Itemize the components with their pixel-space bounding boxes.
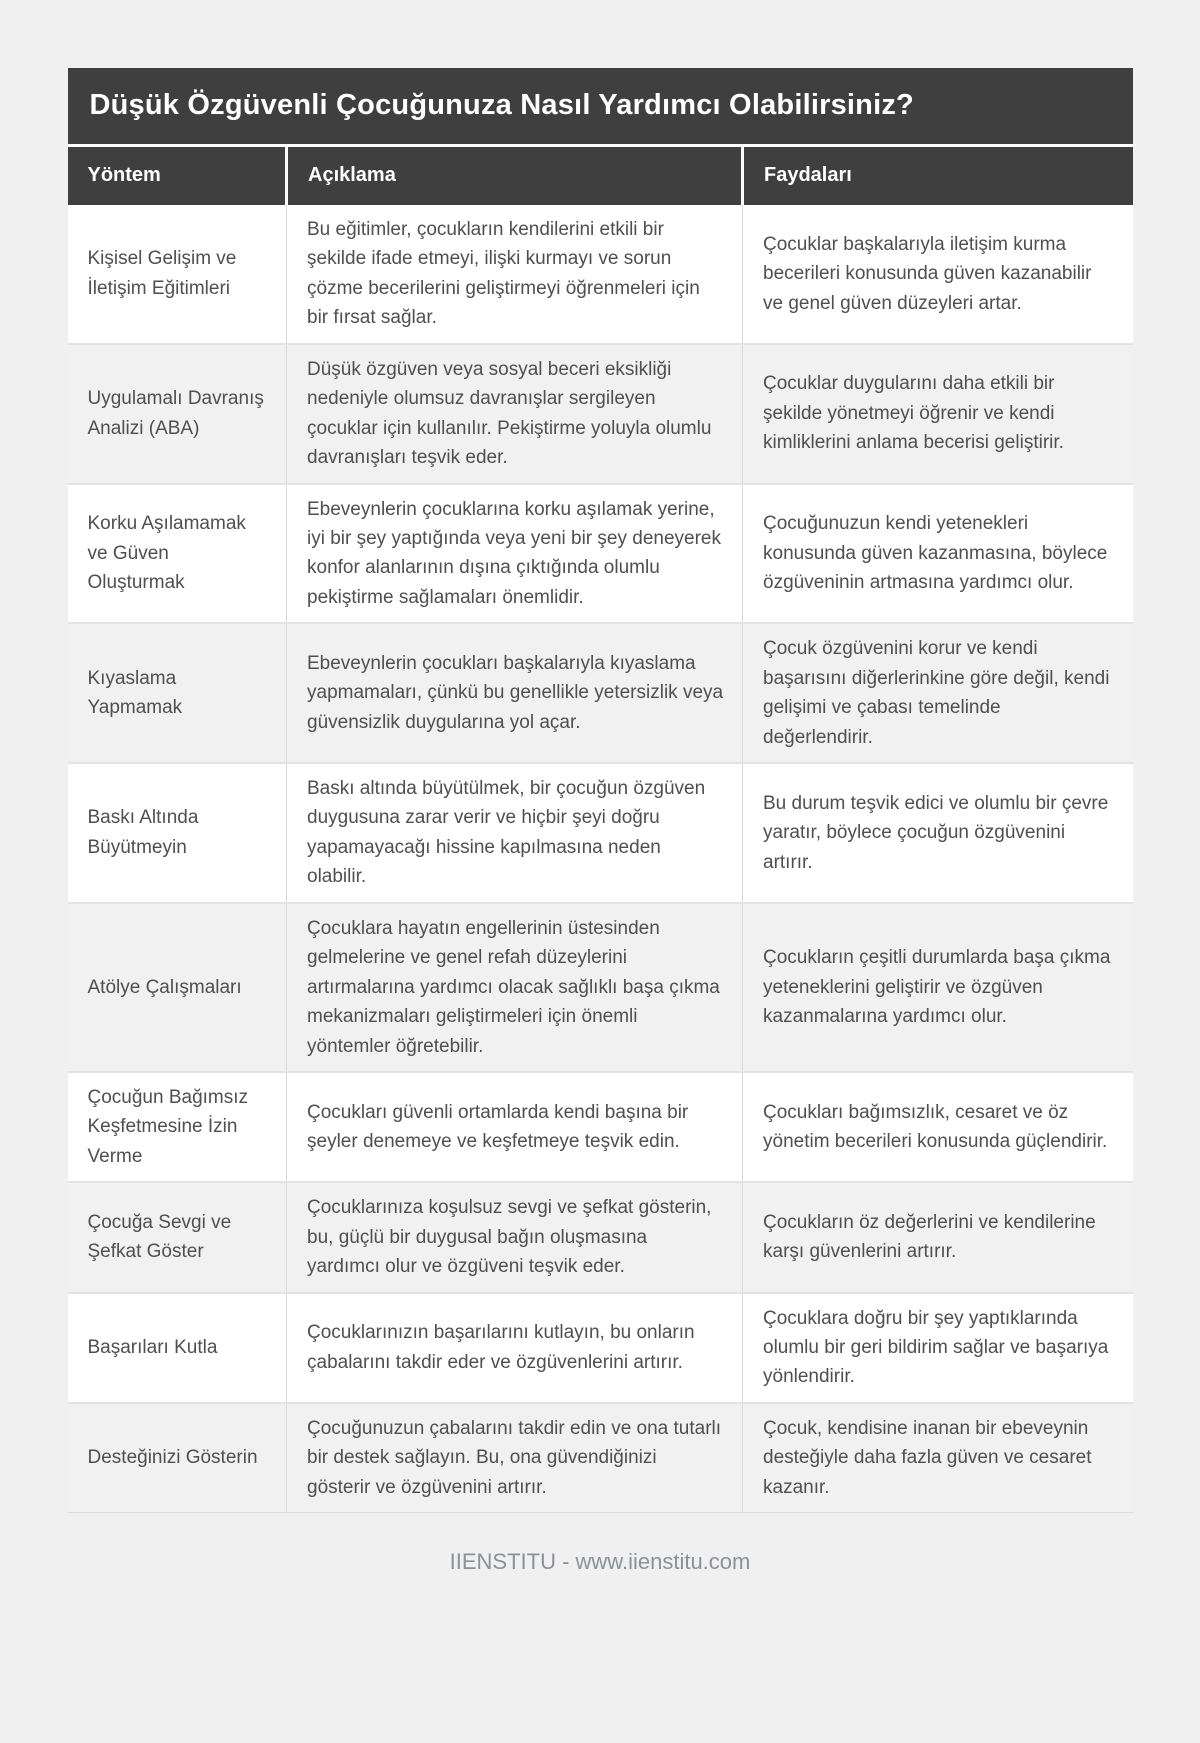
footer-credit: IIENSTITU - www.iienstitu.com bbox=[449, 1549, 751, 1575]
table-row bbox=[68, 484, 1133, 624]
description-cell: Çocukları güvenli ortamlarda kendi başına bir şeyler denemeye ve keşfetmeye teşvik edin. bbox=[287, 1072, 743, 1182]
benefits-cell: Çocuklar başkalarıyla iletişim kurma becerileri konusunda güven kazanabilir ve genel güven düzeyleri artar. bbox=[743, 205, 1133, 344]
description-cell: Çocuklarınıza koşulsuz sevgi ve şefkat gösterin, bu, güçlü bir duygusal bağın oluşmasına yardımcı olur ve özgüveni teşvik eder. bbox=[287, 1182, 743, 1292]
description-cell: Ebeveynlerin çocuklarına korku aşılamak yerine, iyi bir şey yaptığında veya yeni bir şey deneyerek konfor alanlarının dışına çıktığında olumlu pekiştirme sağlamaları önemlidir. bbox=[287, 484, 743, 624]
methods-table bbox=[68, 144, 1133, 1513]
table-header bbox=[68, 146, 1133, 206]
description-cell: Düşük özgüven veya sosyal beceri eksikliği nedeniyle olumsuz davranışlar sergileyen çocuklar için kullanılır. Pekiştirme yoluyla olumlu davranışları teşvik eder. bbox=[287, 344, 743, 484]
benefits-cell: Çocuk, kendisine inanan bir ebeveynin desteğiyle daha fazla güven ve cesaret kazanır. bbox=[743, 1403, 1133, 1513]
table-row bbox=[68, 344, 1133, 484]
table-row bbox=[68, 623, 1133, 763]
table-row bbox=[68, 205, 1133, 344]
table-row bbox=[68, 1293, 1133, 1403]
table-row bbox=[68, 1403, 1133, 1513]
method-cell: Çocuğun Bağımsız Keşfetmesine İzin Verme bbox=[68, 1072, 287, 1182]
column-header-benefits: Faydaları bbox=[743, 146, 1133, 206]
description-cell: Bu eğitimler, çocukların kendilerini etkili bir şekilde ifade etmeyi, ilişki kurmayı ve sorun çözme becerilerini geliştirmeyi öğrenmeleri için bir fırsat sağlar. bbox=[287, 205, 743, 344]
table-row bbox=[68, 1072, 1133, 1182]
method-cell: Uygulamalı Davranış Analizi (ABA) bbox=[68, 344, 287, 484]
table-row bbox=[68, 1182, 1133, 1292]
description-cell: Çocuklara hayatın engellerinin üstesinden gelmelerine ve genel refah düzeylerini artırmalarına yardımcı olacak sağlıklı başa çıkma mekanizmaları geliştirmeleri için önemli yöntemler öğretebilir. bbox=[287, 903, 743, 1072]
benefits-cell: Çocuklar duygularını daha etkili bir şekilde yönetmeyi öğrenir ve kendi kimliklerini anlama becerisi geliştirir. bbox=[743, 344, 1133, 484]
benefits-cell: Çocuk özgüvenini korur ve kendi başarısını diğerlerinkine göre değil, kendi gelişimi ve çabası temelinde değerlendirir. bbox=[743, 623, 1133, 763]
description-cell: Çocuğunuzun çabalarını takdir edin ve ona tutarlı bir destek sağlayın. Bu, ona güvendiğinizi gösterir ve özgüvenini artırır. bbox=[287, 1403, 743, 1513]
document-card bbox=[68, 68, 1133, 1575]
description-cell: Ebeveynlerin çocukları başkalarıyla kıyaslama yapmamaları, çünkü bu genellikle yetersizlik veya güvensizlik duygularına yol açar. bbox=[287, 623, 743, 763]
page-title: Düşük Özgüvenli Çocuğunuza Nasıl Yardımcı Olabilirsiniz? bbox=[68, 68, 1133, 144]
method-cell: Desteğinizi Gösterin bbox=[68, 1403, 287, 1513]
method-cell: Atölye Çalışmaları bbox=[68, 903, 287, 1072]
column-header-method: Yöntem bbox=[68, 146, 287, 206]
method-cell: Kişisel Gelişim ve İletişim Eğitimleri bbox=[68, 205, 287, 344]
method-cell: Baskı Altında Büyütmeyin bbox=[68, 763, 287, 903]
benefits-cell: Çocuklara doğru bir şey yaptıklarında olumlu bir geri bildirim sağlar ve başarıya yönlendirir. bbox=[743, 1293, 1133, 1403]
description-cell: Çocuklarınızın başarılarını kutlayın, bu onların çabalarını takdir eder ve özgüvenlerini artırır. bbox=[287, 1293, 743, 1403]
method-cell: Kıyaslama Yapmamak bbox=[68, 623, 287, 763]
description-cell: Baskı altında büyütülmek, bir çocuğun özgüven duygusuna zarar verir ve hiçbir şeyi doğru yapamayacağı hissine kapılmasına neden olabilir. bbox=[287, 763, 743, 903]
benefits-cell: Çocukların öz değerlerini ve kendilerine karşı güvenlerini artırır. bbox=[743, 1182, 1133, 1292]
table-row bbox=[68, 903, 1133, 1072]
method-cell: Çocuğa Sevgi ve Şefkat Göster bbox=[68, 1182, 287, 1292]
benefits-cell: Çocukları bağımsızlık, cesaret ve öz yönetim becerileri konusunda güçlendirir. bbox=[743, 1072, 1133, 1182]
table-row bbox=[68, 763, 1133, 903]
benefits-cell: Çocuğunuzun kendi yetenekleri konusunda güven kazanmasına, böylece özgüveninin artmasına yardımcı olur. bbox=[743, 484, 1133, 624]
benefits-cell: Çocukların çeşitli durumlarda başa çıkma yeteneklerini geliştirir ve özgüven kazanmalarına yardımcı olur. bbox=[743, 903, 1133, 1072]
benefits-cell: Bu durum teşvik edici ve olumlu bir çevre yaratır, böylece çocuğun özgüvenini artırır. bbox=[743, 763, 1133, 903]
column-header-description: Açıklama bbox=[287, 146, 743, 206]
method-cell: Korku Aşılamamak ve Güven Oluşturmak bbox=[68, 484, 287, 624]
method-cell: Başarıları Kutla bbox=[68, 1293, 287, 1403]
